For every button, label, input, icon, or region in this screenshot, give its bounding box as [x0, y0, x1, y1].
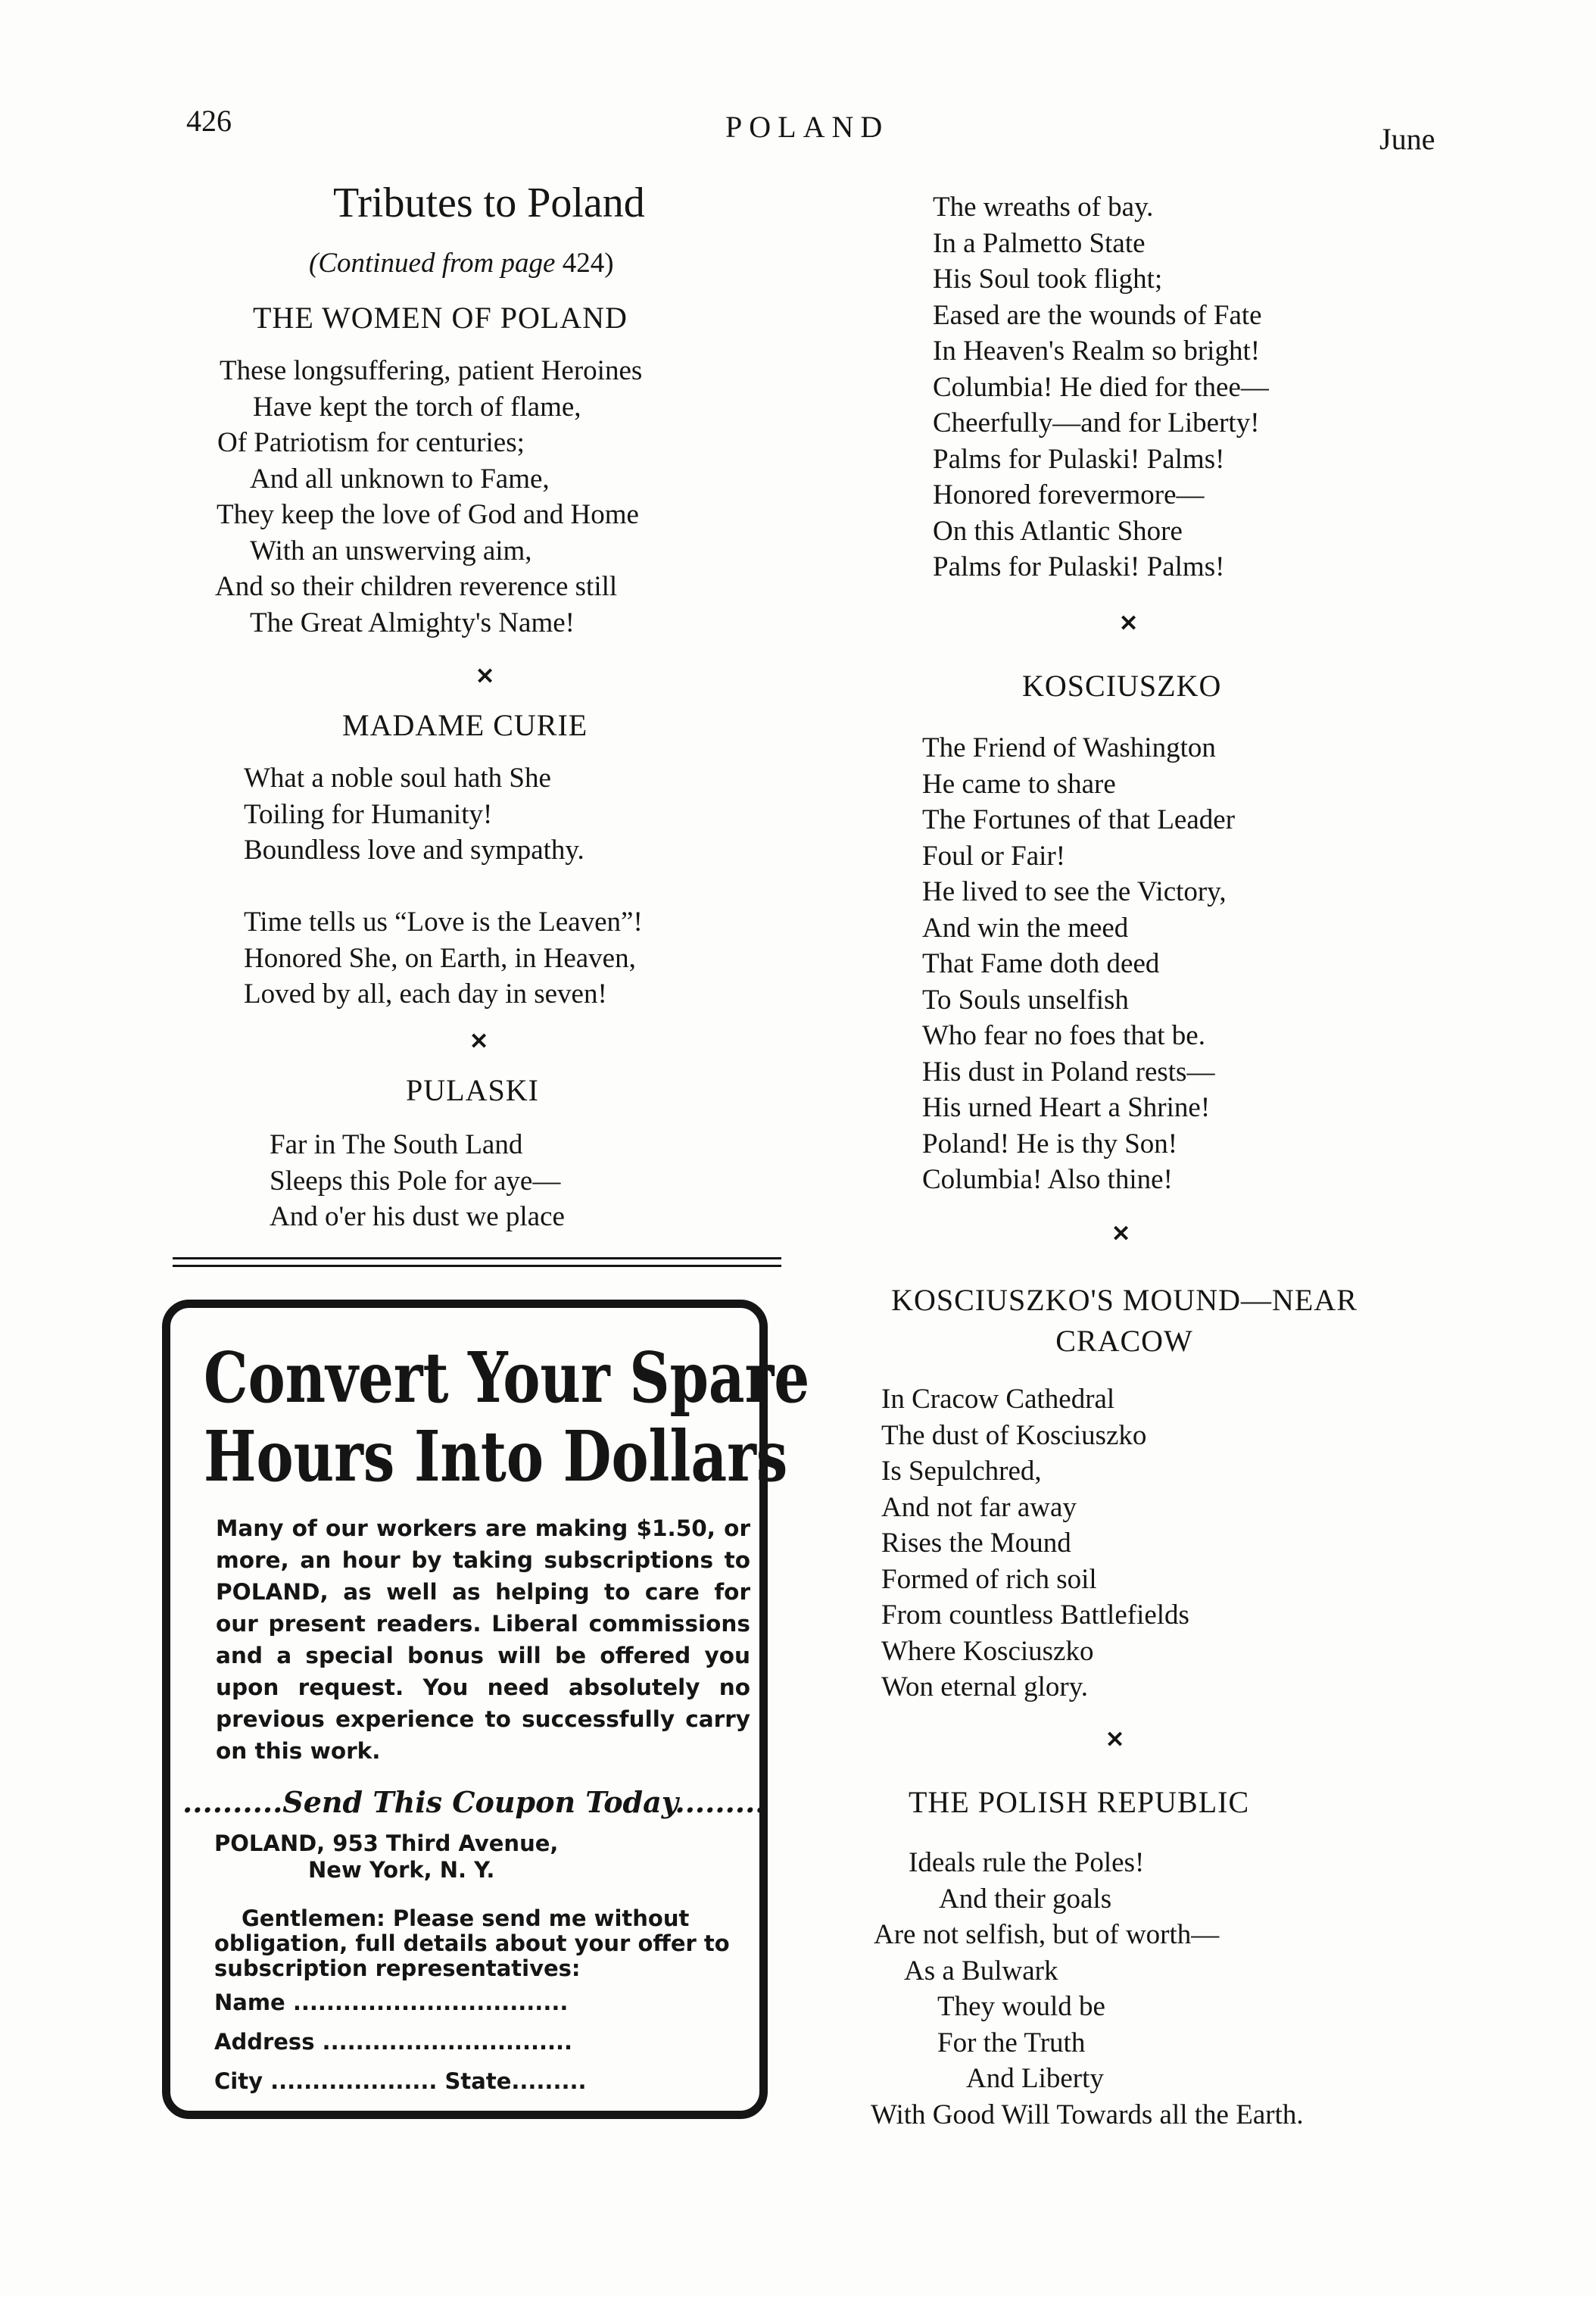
- poem-line: Cheerfully—and for Liberty!: [933, 407, 1260, 438]
- poem-line: They keep the love of God and Home: [217, 499, 639, 530]
- poem-line: Foul or Fair!: [922, 840, 1066, 872]
- poem-line: From countless Battlefields: [881, 1599, 1189, 1631]
- continued-prefix: (Continued from page: [309, 248, 563, 279]
- poem-line: Columbia! He died for thee—: [933, 371, 1269, 403]
- poem-line: Far in The South Land: [270, 1129, 523, 1160]
- continued-suffix: ): [604, 248, 614, 279]
- poem-line: Time tells us “Love is the Leaven”!: [244, 907, 643, 938]
- continued-page: 424: [562, 248, 605, 279]
- poem-line: Have kept the torch of flame,: [253, 391, 581, 423]
- poem-line: And o'er his dust we place: [270, 1201, 565, 1232]
- ad-headline: [204, 1337, 810, 1497]
- poem-kosciuszkos-mound: [881, 1381, 1189, 1706]
- coupon-name-field[interactable]: Name .................................: [214, 1990, 569, 2015]
- poem-line: Ideals rule the Poles!: [909, 1847, 1145, 1878]
- poem-title-polish-republic: THE POLISH REPUBLIC: [909, 1785, 1250, 1819]
- poem-title-madame-curie: MADAME CURIE: [342, 708, 588, 742]
- poem-line: With Good Will Towards all the Earth.: [871, 2099, 1304, 2130]
- poem-line: His dust in Poland rests—: [922, 1056, 1215, 1088]
- poem-line: Poland! He is thy Son!: [922, 1128, 1178, 1159]
- title-line: KOSCIUSZKO'S MOUND—NEAR: [891, 1283, 1358, 1317]
- poem-line: In Heaven's Realm so bright!: [933, 335, 1261, 367]
- magazine-title: POLAND: [725, 110, 890, 144]
- poem-title-kosciuszkos-mound: [856, 1280, 1393, 1362]
- poem-line: In Cracow Cathedral: [881, 1384, 1115, 1415]
- poem-line: Eased are the wounds of Fate: [933, 299, 1262, 331]
- poem-line: What a noble soul hath She: [244, 763, 551, 794]
- ornament-icon: ✕: [1111, 1222, 1131, 1247]
- poem-line: With an unswerving aim,: [250, 535, 532, 566]
- ad-body: Many of our workers are making $1.50, or more, an hour by taking subscriptions to POLAND, as well as helping to care for our present readers. Liberal commissions and a special bonus will be offered you upon request. You need absolutely no previous experience to successfully carry on this work.: [216, 1515, 750, 1764]
- poem-line: Is Sepulchred,: [881, 1456, 1042, 1487]
- coupon-city-state-field[interactable]: City .................... State.........: [214, 2068, 587, 2094]
- poem-polish-republic: [871, 1845, 1304, 2133]
- poem-line: They would be: [937, 1991, 1105, 2022]
- ornament-icon: ✕: [475, 664, 495, 689]
- poem-line: Of Patriotism for centuries;: [217, 427, 525, 458]
- subscription-advertisement: [162, 1300, 810, 2119]
- poem-line: Palms for Pulaski! Palms!: [933, 443, 1225, 475]
- poem-line: The dust of Kosciuszko: [881, 1419, 1147, 1451]
- ad-headline-line: Hours Into Dollars: [204, 1415, 788, 1497]
- section-title: Tributes to Poland: [333, 179, 645, 226]
- poem-pulaski: [270, 1127, 565, 1235]
- poem-line: That Fame doth deed: [922, 948, 1160, 979]
- poem-line: In a Palmetto State: [933, 227, 1146, 259]
- poem-line: The wreaths of bay.: [933, 192, 1154, 223]
- poem-line: Boundless love and sympathy.: [244, 835, 584, 866]
- poem-line: His urned Heart a Shrine!: [922, 1092, 1211, 1123]
- poem-line: The Great Almighty's Name!: [250, 607, 575, 638]
- poem-kosciuszko: [922, 730, 1235, 1198]
- poem-line: He came to share: [922, 768, 1116, 800]
- continued-note: [309, 247, 614, 279]
- poem-title-women-of-poland: THE WOMEN OF POLAND: [253, 301, 628, 335]
- poem-line: Won eternal glory.: [881, 1671, 1089, 1702]
- ornament-icon: ✕: [1119, 611, 1139, 636]
- poem-line: The Fortunes of that Leader: [922, 804, 1236, 835]
- poem-line: To Souls unselfish: [922, 984, 1129, 1016]
- poem-pulaski-continued: [933, 189, 1269, 585]
- coupon-heading: ..........Send This Coupon Today.........: [182, 1785, 765, 1819]
- poem-line: For the Truth: [937, 2027, 1086, 2058]
- address-line: POLAND, 953 Third Avenue,: [214, 1830, 559, 1856]
- poem-line: He lived to see the Victory,: [922, 876, 1227, 907]
- poem-line: The Friend of Washington: [922, 732, 1216, 763]
- poem-line: And not far away: [881, 1491, 1077, 1523]
- poem-line: Who fear no foes that be.: [922, 1020, 1205, 1051]
- title-line: CRACOW: [1055, 1324, 1193, 1358]
- address-line: New York, N. Y.: [308, 1857, 495, 1883]
- poem-women-of-poland: [215, 353, 643, 641]
- divider-rule: [173, 1265, 781, 1267]
- poem-line: And all unknown to Fame,: [250, 463, 550, 495]
- poem-line: His Soul took flight;: [933, 264, 1163, 295]
- poem-line: And their goals: [939, 1883, 1112, 1915]
- poem-line: And so their children reverence still: [215, 571, 618, 602]
- poem-title-kosciuszko: KOSCIUSZKO: [1022, 669, 1222, 703]
- poem-line: Toiling for Humanity!: [244, 798, 493, 830]
- poem-line: Columbia! Also thine!: [922, 1164, 1173, 1195]
- poem-line: And win the meed: [922, 912, 1129, 944]
- ornament-icon: ✕: [469, 1029, 489, 1054]
- issue-month: June: [1379, 122, 1435, 156]
- poem-line: As a Bulwark: [904, 1955, 1058, 1986]
- poem-line: Formed of rich soil: [881, 1563, 1097, 1595]
- poem-line: And Liberty: [966, 2063, 1104, 2094]
- poem-line: On this Atlantic Shore: [933, 515, 1183, 547]
- coupon-request: Gentlemen: Please send me without obligation, full details about your offer to subscription representatives:: [214, 1905, 730, 1981]
- ad-headline-line: Convert Your Spare: [204, 1337, 810, 1418]
- poem-line: Honored forevermore—: [933, 479, 1205, 510]
- poem-madame-curie: [244, 760, 643, 1013]
- poem-line: Are not selfish, but of worth—: [874, 1919, 1220, 1950]
- stanza-gap: [244, 869, 643, 905]
- poem-line: Sleeps this Pole for aye—: [270, 1165, 561, 1197]
- poem-line: Palms for Pulaski! Palms!: [933, 551, 1225, 582]
- poem-line: These longsuffering, patient Heroines: [220, 355, 643, 386]
- coupon-address-field[interactable]: Address ..............................: [214, 2029, 573, 2055]
- poem-line: Rises the Mound: [881, 1528, 1071, 1559]
- poem-line: Where Kosciuszko: [881, 1635, 1094, 1667]
- poem-line: Loved by all, each day in seven!: [244, 978, 607, 1010]
- poem-line: Honored She, on Earth, in Heaven,: [244, 942, 636, 974]
- divider-rule: [173, 1257, 781, 1259]
- page-number: 426: [186, 104, 232, 138]
- poem-title-pulaski: PULASKI: [406, 1073, 539, 1107]
- coupon-address: [214, 1830, 558, 1883]
- ornament-icon: ✕: [1105, 1727, 1125, 1752]
